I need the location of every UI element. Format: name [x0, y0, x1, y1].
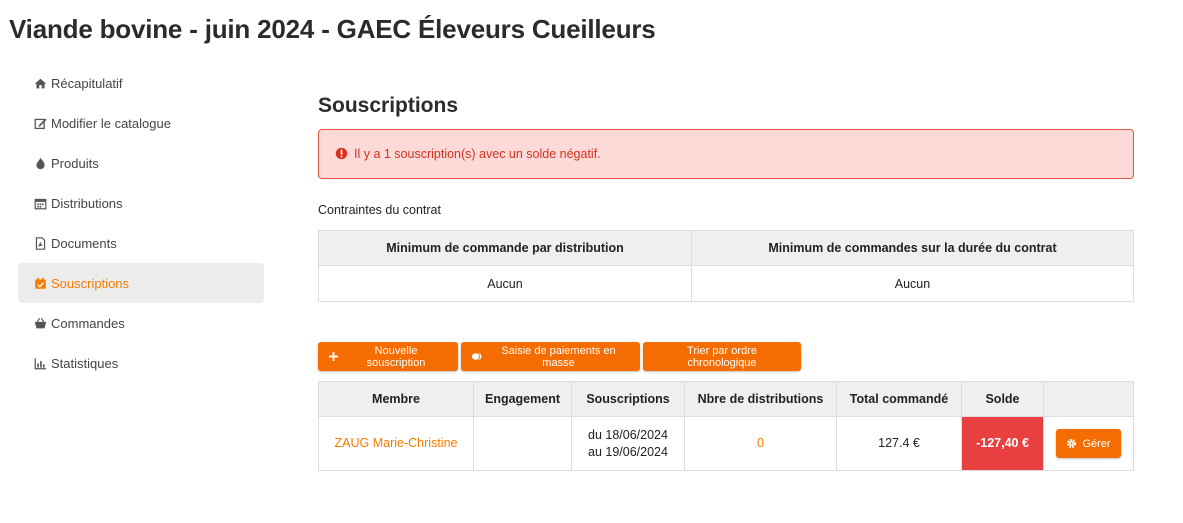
subscriptions-table	[318, 381, 1134, 471]
sidebar-item-documents[interactable]	[18, 223, 264, 263]
button-label: Gérer	[1082, 437, 1111, 450]
new-subscription-button[interactable]	[318, 342, 458, 371]
column-header	[1044, 382, 1134, 417]
sidebar-item-recapitulatif[interactable]	[18, 63, 264, 103]
sidebar-item-label: Documents	[51, 235, 117, 251]
constraint-header: Minimum de commande par distribution	[319, 231, 692, 266]
sidebar-item-label: Récapitulatif	[51, 75, 123, 91]
negative-balance-alert	[318, 129, 1134, 179]
constraints-table	[318, 230, 1134, 302]
sidebar	[18, 63, 264, 383]
manage-button[interactable]	[1056, 429, 1120, 458]
column-header: Membre	[319, 382, 474, 417]
distributions-count-cell	[685, 417, 837, 471]
manage-cell	[1044, 417, 1134, 471]
distributions-count: 0	[757, 436, 764, 450]
member-link[interactable]: ZAUG Marie-Christine	[334, 436, 458, 450]
period-end: au 19/06/2024	[588, 444, 668, 459]
sidebar-item-commandes[interactable]	[18, 303, 264, 343]
constraint-value: Aucun	[692, 266, 1134, 302]
constraints-label: Contraintes du contrat	[318, 203, 441, 217]
calendar-icon	[32, 195, 48, 211]
section-title: Souscriptions	[318, 94, 459, 117]
calendar-check-icon	[32, 275, 48, 291]
sidebar-item-label: Statistiques	[51, 355, 119, 371]
sidebar-item-label: Produits	[51, 155, 99, 171]
constraint-value: Aucun	[319, 266, 692, 302]
alert-text: Il y a 1 souscription(s) avec un solde négatif.	[354, 147, 601, 161]
sidebar-item-label: Distributions	[51, 195, 123, 211]
sidebar-item-produits[interactable]	[18, 143, 264, 183]
sidebar-item-distributions[interactable]	[18, 183, 264, 223]
exclamation-circle-icon	[335, 147, 349, 161]
total-ordered-cell: 127.4 €	[837, 417, 962, 471]
action-buttons	[318, 342, 801, 371]
money-icon	[471, 351, 482, 362]
member-cell	[319, 417, 474, 471]
column-header: Solde	[962, 382, 1044, 417]
sidebar-item-souscriptions[interactable]	[18, 263, 264, 303]
page-title: Viande bovine - juin 2024 - GAEC Éleveurs Cueilleurs	[9, 14, 656, 44]
basket-icon	[32, 315, 48, 331]
table-row	[319, 417, 1134, 471]
button-label: Trier par ordre chronologique	[687, 344, 757, 369]
column-header: Engagement	[474, 382, 572, 417]
engagement-cell	[474, 417, 572, 471]
sidebar-item-label: Modifier le catalogue	[51, 115, 171, 131]
home-icon	[32, 75, 48, 91]
subscription-period-cell	[572, 417, 685, 471]
sidebar-item-statistiques[interactable]	[18, 343, 264, 383]
edit-icon	[32, 115, 48, 131]
column-header: Souscriptions	[572, 382, 685, 417]
sidebar-item-label: Souscriptions	[51, 275, 130, 291]
produce-icon	[32, 155, 48, 171]
sort-chronological-button[interactable]	[643, 342, 801, 371]
column-header: Nbre de distributions	[685, 382, 837, 417]
balance-cell: -127,40 €	[962, 417, 1044, 471]
column-header: Total commandé	[837, 382, 962, 417]
button-label: Saisie de paiements en masse	[501, 344, 616, 369]
bar-chart-icon	[32, 355, 48, 371]
gear-icon	[1066, 438, 1077, 449]
sidebar-item-label: Commandes	[51, 315, 125, 331]
sidebar-item-modifier-catalogue[interactable]	[18, 103, 264, 143]
plus-icon	[328, 351, 339, 362]
pdf-file-icon	[32, 235, 48, 251]
bulk-payments-button[interactable]	[461, 342, 640, 371]
constraint-header: Minimum de commandes sur la durée du contrat	[692, 231, 1134, 266]
period-start: du 18/06/2024	[588, 427, 668, 442]
button-label: Nouvelle souscription	[366, 344, 426, 369]
